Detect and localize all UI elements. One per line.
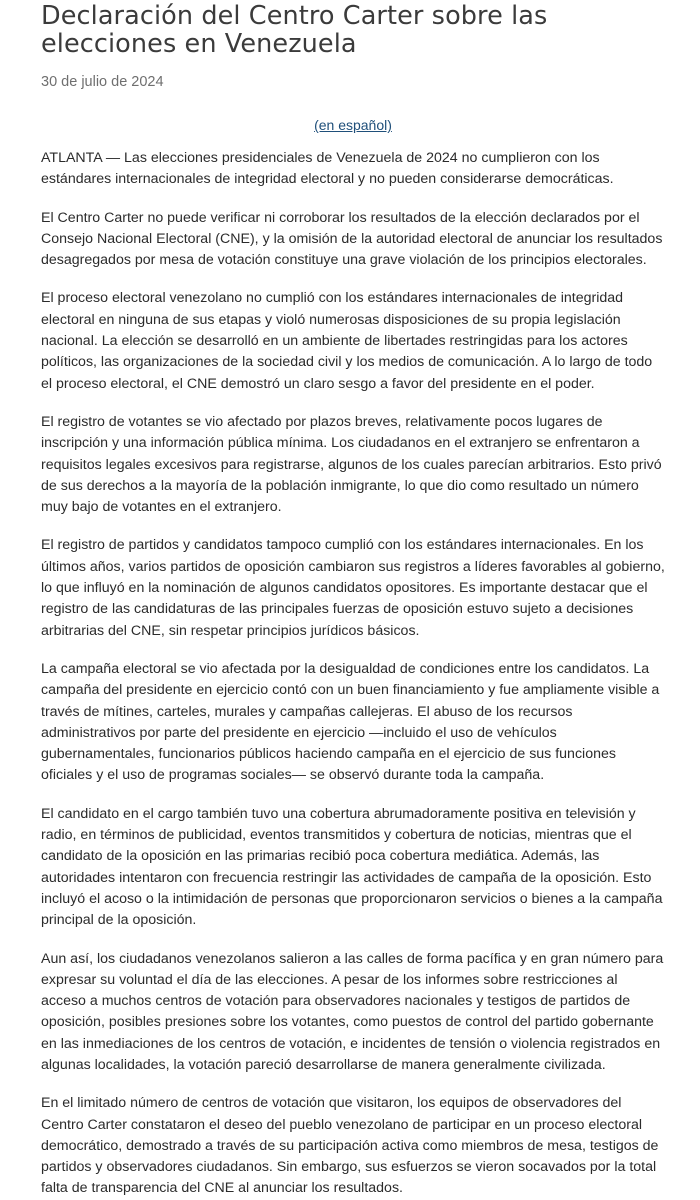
paragraph-9: En el limitado número de centros de votación que visitaron, los equipos de observadores del Centro Carter constataron el deseo del pueblo venezolano de participar en un proceso electoral democrático, demostrado a través de su participación activa como miembros de mesa, testigos de partidos y observadores ciudadanos. Sin embargo, sus esfuerzos se vieron socavados por la total falta de transparencia del CNE al anunciar los resultados. [41, 1095, 659, 1197]
article [41, 0, 665, 1200]
language-link-row [41, 115, 665, 135]
article-title: Declaración del Centro Carter sobre las elecciones en Venezuela [41, 1, 548, 59]
paragraph-8: Aun así, los ciudadanos venezolanos salieron a las calles de forma pacífica y en gran número para expresar su voluntad el día de las elecciones. A pesar de los informes sobre restricciones al acceso a muchos centros de votación para observadores nacionales y testigos de partidos de oposición, posibles presiones sobre los votantes, como puestos de control del partido gobernante en las inmediaciones de los centros de votación, e incidentes de tensión o violencia registrados en algunas localidades, la votación pareció desarrollarse de manera generalmente civilizada. [41, 950, 664, 1073]
spanish-version-link[interactable]: (en español) [314, 117, 392, 133]
paragraph-1: ATLANTA — Las elecciones presidenciales de Venezuela de 2024 no cumplieron con los estándares internacionales de integridad electoral y no pueden considerarse democráticas. [41, 150, 614, 188]
article-date: 30 de julio de 2024 [41, 74, 164, 90]
paragraph-7: El candidato en el cargo también tuvo una cobertura abrumadoramente positiva en televisión y radio, en términos de publicidad, eventos transmitidos y cobertura de noticias, mientras que el candidato de la oposición en las primarias recibió poca cobertura mediática. Además, las autoridades intentaron con frecuencia restringir las actividades de campaña de la oposición. Esto incluyó el acoso o la intimidación de personas que proporcionaron servicios o bienes a la campaña principal de la oposición. [41, 805, 663, 929]
paragraph-3: El proceso electoral venezolano no cumplió con los estándares internacionales de integridad electoral en ninguna de sus etapas y violó numerosas disposiciones de su propia legislación nacional. La elección se desarrolló en un ambiente de libertades restringidas para los actores políticos, las organizaciones de la sociedad civil y los medios de comunicación. A lo largo de todo el proceso electoral, el CNE demostró un claro sesgo a favor del presidente en el poder. [41, 290, 653, 392]
article-body [41, 148, 665, 1200]
paragraph-2: El Centro Carter no puede verificar ni corroborar los resultados de la elección declarados por el Consejo Nacional Electoral (CNE), y la omisión de la autoridad electoral de anunciar los resultados desagregados por mesa de votación constituye una grave violación de los principios electorales. [41, 209, 663, 269]
paragraph-6: La campaña electoral se vio afectada por la desigualdad de condiciones entre los candidatos. La campaña del presidente en ejercicio contó con un buen financiamiento y fue ampliamente visible a través de mítines, carteles, murales y campañas callejeras. El abuso de los recursos administrativos por parte del presidente en ejercicio —incluido el uso de vehículos gubernamentales, funcionarios públicos haciendo campaña en el ejercicio de sus funciones oficiales y el uso de programas sociales— se observó durante toda la campaña. [41, 660, 660, 784]
paragraph-4: El registro de votantes se vio afectado por plazos breves, relativamente pocos lugares de inscripción y una información pública mínima. Los ciudadanos en el extranjero se enfrentaron a requisitos legales excesivos para registrarse, algunos de los cuales parecían arbitrarios. Esto privó de sus derechos a la mayoría de la población inmigrante, lo que dio como resultado un número muy bajo de votantes en el extranjero. [41, 413, 662, 516]
paragraph-5: El registro de partidos y candidatos tampoco cumplió con los estándares internacionales. En los últimos años, varios partidos de oposición cambiaron sus registros a líderes favorables al gobierno, lo que influyó en la nominación de algunos candidatos opositores. Es importante destacar que el registro de las candidaturas de las principales fuerzas de oposición estuvo sujeto a decisiones arbitrarias del CNE, sin respetar principios jurídicos básicos. [41, 537, 665, 639]
